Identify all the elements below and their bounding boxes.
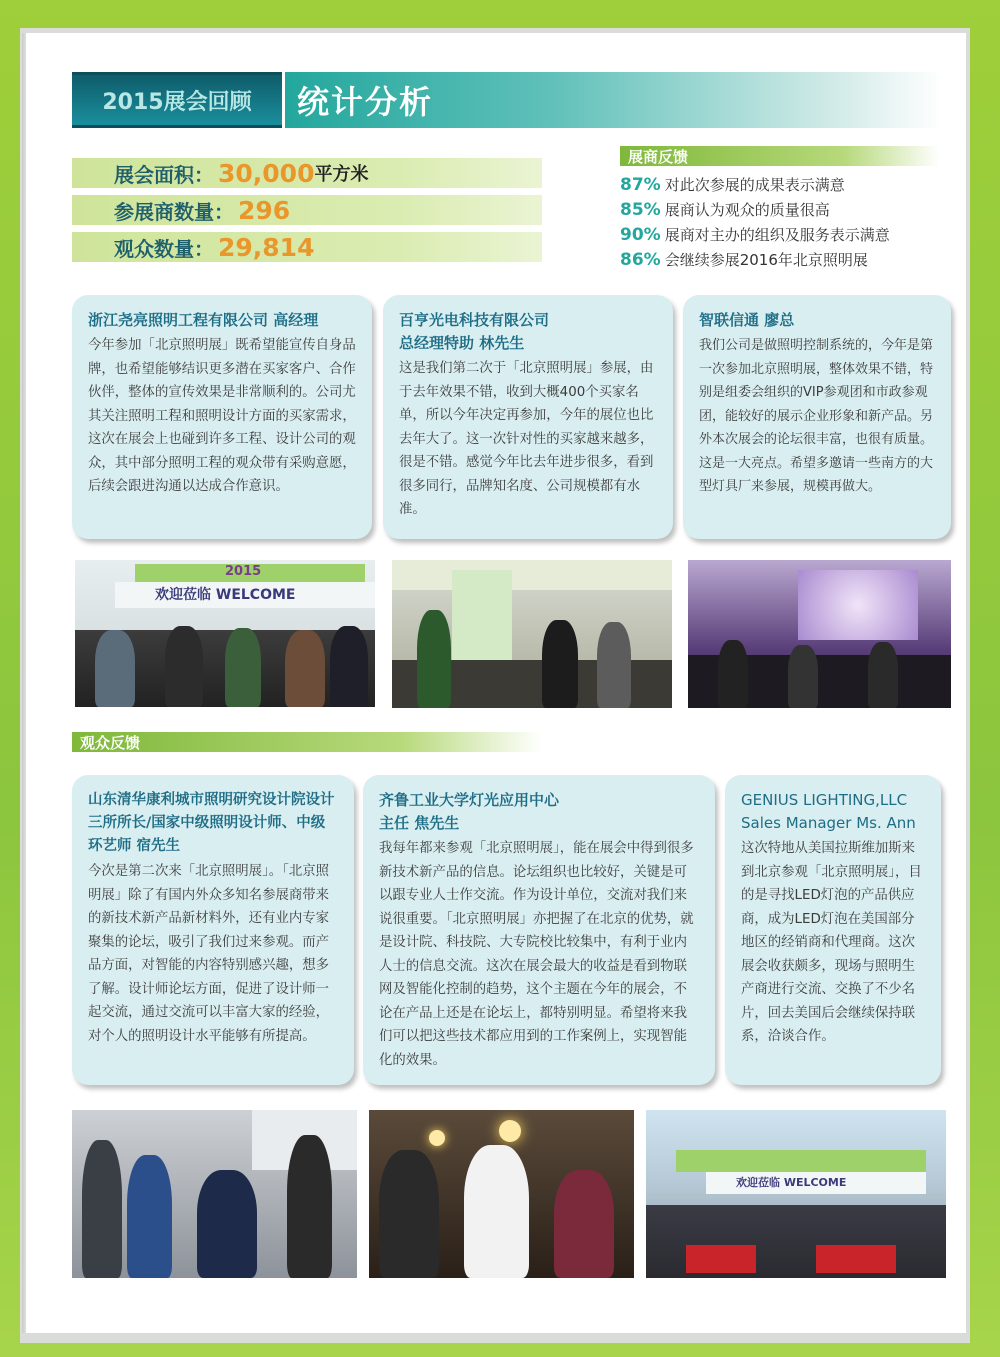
photo-welcome-sign: 欢迎莅临 WELCOME bbox=[706, 1172, 926, 1194]
photo-lightbulb bbox=[429, 1130, 445, 1146]
photo-person bbox=[417, 610, 451, 708]
photo-person bbox=[127, 1155, 172, 1278]
card-title: 智联信通 廖总 bbox=[699, 311, 795, 329]
stat-exhibitors bbox=[72, 195, 542, 225]
photo-person bbox=[542, 620, 578, 708]
photo-visitors-group bbox=[72, 1110, 357, 1278]
photo-banner-strip bbox=[676, 1150, 926, 1172]
feedback-item bbox=[620, 247, 950, 272]
stat-label: 参展商数量： bbox=[114, 199, 234, 224]
stat-label: 观众数量： bbox=[114, 236, 214, 261]
exhibitor-quote-card bbox=[683, 295, 951, 539]
photo-person bbox=[597, 622, 631, 708]
stat-value: 30,000 bbox=[218, 158, 315, 188]
feedback-text: 展商对主办的组织及服务表示满意 bbox=[664, 226, 890, 244]
stat-value: 29,814 bbox=[218, 232, 315, 262]
card-subtitle: 主任 焦先生 bbox=[379, 814, 460, 832]
card-title: 齐鲁工业大学灯光应用中心 bbox=[379, 791, 560, 809]
header-year-title: 2015展会回顾 bbox=[102, 89, 252, 115]
photo-red-banner bbox=[686, 1245, 756, 1273]
card-subtitle: 总经理特助 林先生 bbox=[399, 334, 525, 352]
exhibitor-feedback-list bbox=[620, 172, 950, 272]
card-body: 这是我们第二次于「北京照明展」参展，由于去年效果不错，收到大概400个买家名单，所以今年决定再参加，今年的展位也比去年大了。这一次针对性的买家越来越多，很是不错。感觉今年比去年进步很多，看到很多同行，品牌知名度、公司规模都有水准。 bbox=[399, 361, 654, 517]
photo-banner-year: 2015 bbox=[225, 564, 262, 579]
section-header bbox=[72, 72, 942, 128]
feedback-text: 展商认为观众的质量很高 bbox=[664, 201, 830, 219]
feedback-item bbox=[620, 197, 950, 222]
card-body: 今次是第二次来「北京照明展」。「北京照明展」除了有国内外众多知名参展商带来的新技术新产品新材料外，还有业内专家聚集的论坛，吸引了我们过来参观。而产品方面，对智能的内容特别感兴趣，想多了解。设计师论坛方面，促进了设计师一起交流，通过交流可以丰富大家的经验，对个人的照明设计水平能够有所提高。 bbox=[88, 864, 330, 1044]
card-body: 我们公司是做照明控制系统的，今年是第一次参加北京照明展，整体效果不错，特别是组委会组织的VIP参观团和市政参观团，能较好的展示企业形象和新产品。另外本次展会的论坛很丰富，也很有质量。这是一大亮点。希望多邀请一些南方的大型灯具厂来参展，规模再做大。 bbox=[699, 338, 934, 494]
photo-booth-wall bbox=[392, 560, 672, 590]
page-title: 统计分析 bbox=[297, 83, 434, 121]
photo-person bbox=[868, 642, 898, 708]
feedback-pct: 87% bbox=[620, 174, 661, 195]
photo-red-banner bbox=[816, 1245, 896, 1273]
feedback-pct: 86% bbox=[620, 249, 661, 270]
photo-light-wall bbox=[798, 570, 918, 640]
card-body: 这次特地从美国拉斯维加斯来到北京参观「北京照明展」，目的是寻找LED灯泡的产品供应商，成为LED灯泡在美国部分地区的经销商和代理商。这次展会收获颇多，现场与照明生产商进行交流、交换了不少名片，回去美国后会继续保持联系，洽谈合作。 bbox=[741, 841, 922, 1044]
photo-person bbox=[225, 628, 261, 707]
feedback-text: 会继续参展2016年北京照明展 bbox=[664, 251, 868, 269]
visitor-quote-card bbox=[725, 775, 941, 1085]
stat-area bbox=[72, 158, 542, 188]
photo-visitors-talking bbox=[369, 1110, 634, 1278]
visitor-quote-card bbox=[363, 775, 715, 1085]
photo-person bbox=[197, 1170, 257, 1278]
photo-lightbulb bbox=[499, 1120, 521, 1142]
card-body: 我每年都来参观「北京照明展」，能在展会中得到很多新技术新产品的信息。论坛组织也比较好，关键是可以跟专业人士作交流。作为设计单位，交流对我们来说很重要。「北京照明展」亦把握了在北京的优势，就是设计院、科技院、大专院校比较集中，有利于业内人士的信息交流。这次在展会最大的收益是看到物联网及智能化控制的趋势，这个主题在今年的展会，不论在产品上还是在论坛上，都特别明显。希望将来我们可以把这些技术都应用到的工作案例上，实现智能化的效果。 bbox=[379, 841, 694, 1068]
card-title: GENIUS LIGHTING,LLC bbox=[741, 791, 908, 809]
stat-unit: 平方米 bbox=[314, 164, 369, 185]
feedback-item bbox=[620, 222, 950, 247]
photo-person bbox=[82, 1140, 122, 1278]
photo-person bbox=[287, 1135, 332, 1278]
visitor-quote-card bbox=[72, 775, 354, 1085]
photo-welcome-sign: 欢迎莅临 WELCOME bbox=[115, 582, 375, 608]
photo-person bbox=[718, 640, 748, 708]
photo-person bbox=[379, 1150, 439, 1278]
exhibitor-quote-card bbox=[383, 295, 673, 539]
header-year-box bbox=[72, 72, 282, 128]
card-body: 今年参加「北京照明展」既希望能宣传自身品牌，也希望能够结识更多潜在买家客户、合作伙伴，整体的宣传效果是非常顺利的。公司尤其关注照明工程和照明设计方面的买家需求，这次在展会上也碰到许多工程、设计公司的观众，其中部分照明工程的观众带有采购意愿，后续会跟进沟通以达成合作意识。 bbox=[88, 338, 356, 494]
photo-person bbox=[330, 626, 368, 707]
visitor-feedback-tag: 观众反馈 bbox=[72, 732, 542, 752]
feedback-item bbox=[620, 172, 950, 197]
card-title: 百亨光电科技有限公司 bbox=[399, 311, 550, 329]
card-title: 浙江尧亮照明工程有限公司 高经理 bbox=[88, 311, 319, 329]
photo-person bbox=[95, 630, 135, 707]
photo-person bbox=[165, 626, 203, 707]
card-title: 山东清华康利城市照明研究设计院设计三所所长/国家中级照明设计师、中级环艺师 宿先生 bbox=[88, 792, 335, 854]
feedback-pct: 85% bbox=[620, 199, 661, 220]
photo-person bbox=[464, 1145, 529, 1278]
stat-value: 296 bbox=[238, 195, 291, 225]
exhibitor-feedback-tag: 展商反馈 bbox=[620, 146, 940, 166]
photo-entrance-group bbox=[646, 1110, 946, 1278]
photo-exhibition-hall bbox=[688, 560, 951, 708]
feedback-pct: 90% bbox=[620, 224, 661, 245]
photo-person bbox=[554, 1170, 614, 1278]
photo-booth-meeting bbox=[392, 560, 672, 708]
header-title-box bbox=[282, 72, 942, 128]
feedback-text: 对此次参展的成果表示满意 bbox=[664, 176, 845, 194]
photo-person bbox=[788, 645, 818, 708]
photo-person bbox=[285, 630, 325, 707]
exhibitor-quote-card bbox=[72, 295, 372, 539]
stat-visitors bbox=[72, 232, 542, 262]
stat-label: 展会面积： bbox=[114, 162, 214, 187]
card-subtitle: Sales Manager Ms. Ann bbox=[741, 814, 916, 832]
photo-welcome-group bbox=[75, 560, 375, 707]
